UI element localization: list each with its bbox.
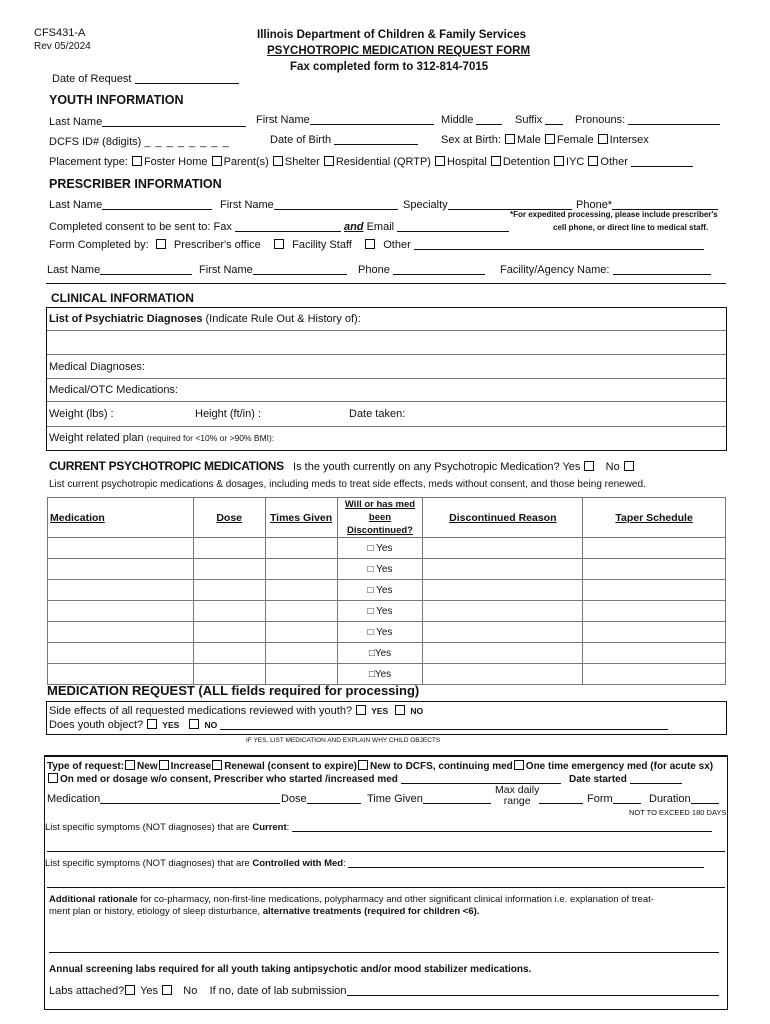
- contact-phone-field[interactable]: [358, 264, 485, 276]
- col-discontinued-reason: Discontinued Reason: [423, 498, 583, 538]
- medication-cell[interactable]: [48, 559, 194, 580]
- prescriber-last-name-field[interactable]: [49, 199, 212, 211]
- hospital-label: Hospital: [447, 156, 487, 168]
- reason-cell[interactable]: [423, 622, 583, 643]
- object-yes-label: YES: [162, 720, 180, 730]
- labs-heading: Annual screening labs required for all youth taking antipsychotic and/or mood stabilizer medications.: [49, 964, 532, 975]
- height-field[interactable]: [195, 408, 261, 420]
- current-meds-no-label: No: [605, 461, 620, 473]
- parents-checkbox[interactable]: [212, 156, 222, 166]
- labs-no-checkbox[interactable]: [162, 985, 172, 995]
- date-started-label: Date started: [569, 774, 627, 785]
- symptoms-line[interactable]: [47, 851, 725, 852]
- consent-fax-label: Completed consent to be sent to: Fax: [49, 221, 232, 233]
- form-id: CFS431-A: [34, 27, 86, 39]
- taper-cell[interactable]: [583, 601, 726, 622]
- new-checkbox[interactable]: [125, 760, 135, 770]
- new-label: New: [137, 761, 158, 772]
- facility-staff-label: Facility Staff: [292, 239, 352, 251]
- detention-checkbox[interactable]: [491, 156, 501, 166]
- otc-medications-label: Medical/OTC Medications:: [49, 384, 178, 396]
- max-daily-label-1: Max daily: [495, 784, 540, 796]
- request-details-box: [44, 755, 728, 1010]
- shelter-label: Shelter: [284, 156, 320, 168]
- prescriber-phone-label: Phone*: [576, 199, 613, 211]
- renewal-checkbox[interactable]: [212, 760, 222, 770]
- times-given-cell[interactable]: [265, 559, 337, 580]
- current-meds-table: [47, 497, 726, 685]
- dose-cell[interactable]: [193, 622, 265, 643]
- residential-checkbox[interactable]: [324, 156, 334, 166]
- taper-cell[interactable]: [583, 664, 726, 685]
- foster-home-checkbox[interactable]: [132, 156, 142, 166]
- date-of-request-field[interactable]: [52, 73, 239, 85]
- dose-cell[interactable]: [193, 538, 265, 559]
- table-row: [48, 643, 726, 664]
- current-meds-no-checkbox[interactable]: [624, 461, 634, 471]
- rationale-bold-2: alternative treatments (required for children <6).: [262, 906, 480, 917]
- form-title: PSYCHOTROPIC MEDICATION REQUEST FORM: [267, 45, 531, 57]
- height-label: Height (ft/in) :: [195, 408, 262, 420]
- youth-pronouns-label: Pronouns:: [575, 114, 626, 126]
- increase-checkbox[interactable]: [159, 760, 169, 770]
- labs-yes-checkbox[interactable]: [125, 985, 135, 995]
- rationale-field[interactable]: [49, 894, 654, 918]
- current-meds-heading: CURRENT PSYCHOTROPIC MEDICATIONS: [49, 459, 284, 473]
- dose-cell[interactable]: [193, 664, 265, 685]
- current-symptoms-field[interactable]: List specific symptoms (NOT diagnoses) that are Current:: [45, 821, 712, 833]
- intersex-option-label: Intersex: [609, 134, 649, 146]
- request-duration-label: Duration: [649, 793, 691, 805]
- discontinued-yes-checkbox[interactable]: □Yes: [337, 664, 423, 685]
- times-given-cell[interactable]: [265, 622, 337, 643]
- table-row: [48, 580, 726, 601]
- medication-cell[interactable]: [48, 622, 194, 643]
- placement-type-group: [49, 156, 693, 168]
- current-symptoms-label: List specific symptoms (NOT diagnoses) that are: [45, 822, 253, 833]
- medical-diagnoses-field[interactable]: [49, 361, 145, 373]
- times-given-cell[interactable]: [265, 601, 337, 622]
- object-yes-checkbox[interactable]: [147, 719, 157, 729]
- contact-first-name-label: First Name: [199, 264, 253, 276]
- medication-cell[interactable]: [48, 538, 194, 559]
- youth-first-name-label: First Name: [256, 114, 310, 126]
- prescriber-last-name-label: Last Name: [49, 199, 103, 211]
- parents-label: Parent(s): [223, 156, 269, 168]
- dose-cell[interactable]: [193, 559, 265, 580]
- agency-name: Illinois Department of Children & Family Services: [257, 29, 527, 41]
- current-meds-yes-checkbox[interactable]: [584, 461, 594, 471]
- male-option-label: Male: [516, 134, 541, 146]
- iyc-checkbox[interactable]: [554, 156, 564, 166]
- youth-middle-field[interactable]: [441, 114, 502, 126]
- date-taken-field[interactable]: [349, 408, 405, 420]
- clinical-section-heading: CLINICAL INFORMATION: [51, 291, 194, 305]
- object-no-checkbox[interactable]: [189, 719, 199, 729]
- youth-first-name-field[interactable]: [256, 114, 434, 126]
- col-medication: Medication: [48, 498, 194, 538]
- duration-note: NOT TO EXCEED 180 DAYS: [629, 808, 727, 817]
- youth-last-name-label: Last Name: [49, 116, 103, 128]
- discontinued-yes-checkbox[interactable]: □ Yes: [337, 601, 423, 622]
- weight-plan-field[interactable]: [49, 432, 274, 444]
- discontinued-yes-checkbox[interactable]: □ Yes: [337, 580, 423, 601]
- contact-phone-label: Phone: [358, 264, 390, 276]
- placement-type-label: Placement type:: [49, 156, 128, 168]
- other-completer-label: Other: [383, 239, 411, 251]
- facility-name-field[interactable]: [500, 264, 711, 276]
- diagnoses-field[interactable]: [49, 313, 361, 325]
- clinical-info-box: [46, 307, 727, 451]
- sex-at-birth-group: [441, 134, 649, 146]
- row-divider: [47, 378, 726, 379]
- times-given-cell[interactable]: [265, 580, 337, 601]
- completed-by-label: Form Completed by:: [49, 239, 149, 251]
- discontinued-yes-checkbox[interactable]: □ Yes: [337, 559, 423, 580]
- facility-staff-checkbox[interactable]: [274, 239, 284, 249]
- reason-cell[interactable]: [423, 664, 583, 685]
- labs-no-label: No: [183, 985, 198, 997]
- side-effects-box: [46, 701, 727, 735]
- shelter-checkbox[interactable]: [273, 156, 283, 166]
- date-of-birth-field[interactable]: [270, 134, 418, 146]
- request-dose-field[interactable]: [281, 793, 361, 805]
- object-row: [49, 719, 668, 731]
- object-no-label: NO: [204, 720, 218, 730]
- side-effects-no-label: NO: [410, 706, 424, 716]
- youth-pronouns-field[interactable]: [575, 114, 720, 126]
- medication-request-field[interactable]: [47, 793, 280, 805]
- table-row: [48, 538, 726, 559]
- intersex-checkbox[interactable]: [598, 134, 608, 144]
- weight-label: Weight (lbs) :: [49, 408, 114, 420]
- youth-section-heading: YOUTH INFORMATION: [49, 93, 184, 107]
- request-time-given-field[interactable]: [367, 793, 491, 805]
- weight-plan-label: Weight related plan: [49, 432, 144, 444]
- consent-email-label: Email: [366, 221, 395, 233]
- detention-label: Detention: [502, 156, 550, 168]
- row-divider: [47, 354, 726, 355]
- completed-by-group: [49, 239, 704, 251]
- request-type-row: [47, 760, 713, 772]
- fax-instruction: Fax completed form to 312-814-7015: [290, 61, 489, 73]
- labs-attached-label: Labs attached?: [49, 985, 125, 997]
- residential-label: Residential (QRTP): [335, 156, 431, 168]
- other-placement-checkbox[interactable]: [588, 156, 598, 166]
- request-form-label: Form: [587, 793, 613, 805]
- facility-name-label: Facility/Agency Name:: [500, 264, 610, 276]
- object-note: IF YES, LIST MEDICATION AND EXPLAIN WHY CHILD OBJECTS: [246, 737, 441, 744]
- otc-medications-field[interactable]: [49, 384, 178, 396]
- medication-cell[interactable]: [48, 580, 194, 601]
- labs-date-line[interactable]: [347, 985, 719, 996]
- and-label: and: [343, 221, 364, 233]
- controlled-symptoms-label: List specific symptoms (NOT diagnoses) that are: [45, 858, 253, 869]
- discontinued-yes-checkbox[interactable]: □ Yes: [337, 538, 423, 559]
- weight-field[interactable]: [49, 408, 114, 420]
- phone-note-1: *For expedited processing, please include prescriber's: [510, 210, 718, 219]
- reason-cell[interactable]: [423, 538, 583, 559]
- prescriber-first-name-field[interactable]: [220, 199, 398, 211]
- side-effects-yes-label: YES: [371, 706, 389, 716]
- hospital-checkbox[interactable]: [435, 156, 445, 166]
- discontinued-yes-checkbox[interactable]: □Yes: [337, 643, 423, 664]
- sex-at-birth-label: Sex at Birth:: [441, 134, 501, 146]
- other-completer-checkbox[interactable]: [365, 239, 375, 249]
- request-dose-label: Dose: [281, 793, 307, 805]
- renewal-label: Renewal (consent to expire): [224, 761, 358, 772]
- date-of-request-label: Date of Request: [52, 73, 132, 85]
- contact-last-name-label: Last Name: [47, 264, 101, 276]
- request-type-label: Type of request:: [47, 761, 125, 772]
- section-divider: [46, 283, 726, 284]
- rationale-text-2: ment plan or history, etiology of sleep disturbance,: [49, 906, 263, 917]
- youth-last-name-field[interactable]: [49, 116, 246, 128]
- row-divider: [47, 330, 726, 331]
- dose-cell[interactable]: [193, 601, 265, 622]
- medication-cell[interactable]: [48, 601, 194, 622]
- max-daily-field[interactable]: [539, 793, 583, 805]
- on-med-row: [47, 773, 682, 785]
- female-checkbox[interactable]: [545, 134, 555, 144]
- current-symptoms-bold: Current: [252, 822, 287, 833]
- discontinued-yes-checkbox[interactable]: □ Yes: [337, 622, 423, 643]
- times-given-cell[interactable]: [265, 538, 337, 559]
- diagnoses-label-bold: List of Psychiatric Diagnoses: [49, 313, 203, 325]
- diagnoses-label-rest: (Indicate Rule Out & History of):: [202, 313, 361, 325]
- other-placement-label: Other: [600, 156, 628, 168]
- times-given-cell[interactable]: [265, 643, 337, 664]
- request-form-field[interactable]: [587, 793, 641, 805]
- reason-cell[interactable]: [423, 601, 583, 622]
- row-divider: [47, 426, 726, 427]
- weight-plan-note: (required for <10% or >90% BMI):: [146, 433, 275, 443]
- taper-cell[interactable]: [583, 580, 726, 601]
- prescriber-section-heading: PRESCRIBER INFORMATION: [49, 177, 222, 191]
- on-med-label: On med or dosage w/o consent, Prescriber who started /increased med: [60, 774, 398, 785]
- form-revision: Rev 05/2024: [34, 41, 91, 52]
- youth-suffix-field[interactable]: [515, 114, 563, 126]
- max-daily-label: [495, 785, 539, 807]
- table-row: [48, 601, 726, 622]
- current-meds-instructions: List current psychotropic medications & dosages, including meds to treat side effects, meds without consent, and those being renewed.: [49, 479, 646, 490]
- medication-cell[interactable]: [48, 664, 194, 685]
- taper-cell[interactable]: [583, 538, 726, 559]
- medication-cell[interactable]: [48, 643, 194, 664]
- foster-home-label: Foster Home: [143, 156, 208, 168]
- taper-cell[interactable]: [583, 559, 726, 580]
- reason-cell[interactable]: [423, 559, 583, 580]
- youth-suffix-label: Suffix: [515, 114, 543, 126]
- object-question: Does youth object?: [49, 719, 144, 731]
- current-meds-question: Is the youth currently on any Psychotropic Medication? Yes: [293, 461, 581, 473]
- emergency-med-checkbox[interactable]: [514, 760, 524, 770]
- date-of-birth-label: Date of Birth: [270, 134, 332, 146]
- contact-first-name-field[interactable]: [199, 264, 347, 276]
- prescribers-office-checkbox[interactable]: [156, 239, 166, 249]
- female-option-label: Female: [556, 134, 594, 146]
- request-time-given-label: Time Given: [367, 793, 423, 805]
- side-effects-row: [49, 705, 423, 717]
- controlled-line[interactable]: [47, 887, 725, 888]
- contact-last-name-field[interactable]: [47, 264, 192, 276]
- current-meds-heading-row: [49, 459, 636, 473]
- new-to-dcfs-checkbox[interactable]: [358, 760, 368, 770]
- phone-note-2: cell phone, or direct line to medical staff.: [553, 223, 709, 232]
- med-request-heading: MEDICATION REQUEST (ALL fields required for processing): [47, 683, 420, 698]
- iyc-label: IYC: [566, 156, 585, 168]
- new-to-dcfs-label: New to DCFS, continuing med: [370, 761, 513, 772]
- table-row: [48, 664, 726, 685]
- col-taper-schedule: Taper Schedule: [583, 498, 726, 538]
- request-duration-field[interactable]: [649, 793, 719, 805]
- side-effects-yes-checkbox[interactable]: [356, 705, 366, 715]
- max-daily-label-2: range: [503, 795, 531, 807]
- rationale-line[interactable]: [49, 952, 719, 953]
- prescriber-first-name-label: First Name: [220, 199, 274, 211]
- reason-cell[interactable]: [423, 580, 583, 601]
- col-times-given: Times Given: [265, 498, 337, 538]
- reason-cell[interactable]: [423, 643, 583, 664]
- dose-cell[interactable]: [193, 643, 265, 664]
- side-effects-question: Side effects of all requested medications reviewed with youth?: [49, 705, 353, 717]
- controlled-symptoms-bold: Controlled with Med: [252, 858, 344, 869]
- prescribers-office-label: Prescriber's office: [173, 239, 261, 251]
- youth-middle-label: Middle: [441, 114, 474, 126]
- on-med-checkbox[interactable]: [48, 773, 58, 783]
- increase-label: Increase: [170, 761, 212, 772]
- request-medication-label: Medication: [47, 793, 101, 805]
- consent-fax-field[interactable]: [49, 221, 509, 233]
- row-divider: [47, 401, 726, 402]
- emergency-med-label: One time emergency med (for acute sx): [525, 761, 714, 772]
- taper-cell[interactable]: [583, 643, 726, 664]
- col-discontinued: Will or has med been Discontinued?: [337, 498, 423, 538]
- col-dose: Dose: [193, 498, 265, 538]
- taper-cell[interactable]: [583, 622, 726, 643]
- object-explanation-line[interactable]: [220, 719, 668, 730]
- times-given-cell[interactable]: [265, 664, 337, 685]
- side-effects-no-checkbox[interactable]: [395, 705, 405, 715]
- labs-row: [49, 985, 719, 997]
- dcfs-id-label: DCFS ID# (8digits): [49, 136, 142, 148]
- male-checkbox[interactable]: [505, 134, 515, 144]
- specialty-label: Specialty: [403, 199, 448, 211]
- controlled-symptoms-field[interactable]: List specific symptoms (NOT diagnoses) that are Controlled with Med:: [45, 857, 704, 869]
- labs-date-label: If no, date of lab submission: [209, 985, 347, 997]
- labs-yes-label: Yes: [140, 985, 159, 997]
- rationale-text: for co-pharmacy, non-first-line medications, polypharmacy and other significant clinical information i.e. explanation of treat-: [137, 894, 654, 905]
- table-row: [48, 622, 726, 643]
- table-row: [48, 559, 726, 580]
- dcfs-id-field[interactable]: DCFS ID# (8digits) _ _ _ _ _ _ _ _: [49, 136, 230, 148]
- dose-cell[interactable]: [193, 580, 265, 601]
- medical-diagnoses-label: Medical Diagnoses:: [49, 361, 145, 373]
- rationale-bold: Additional rationale: [49, 894, 138, 905]
- table-header-row: [48, 498, 726, 538]
- date-taken-label: Date taken:: [349, 408, 406, 420]
